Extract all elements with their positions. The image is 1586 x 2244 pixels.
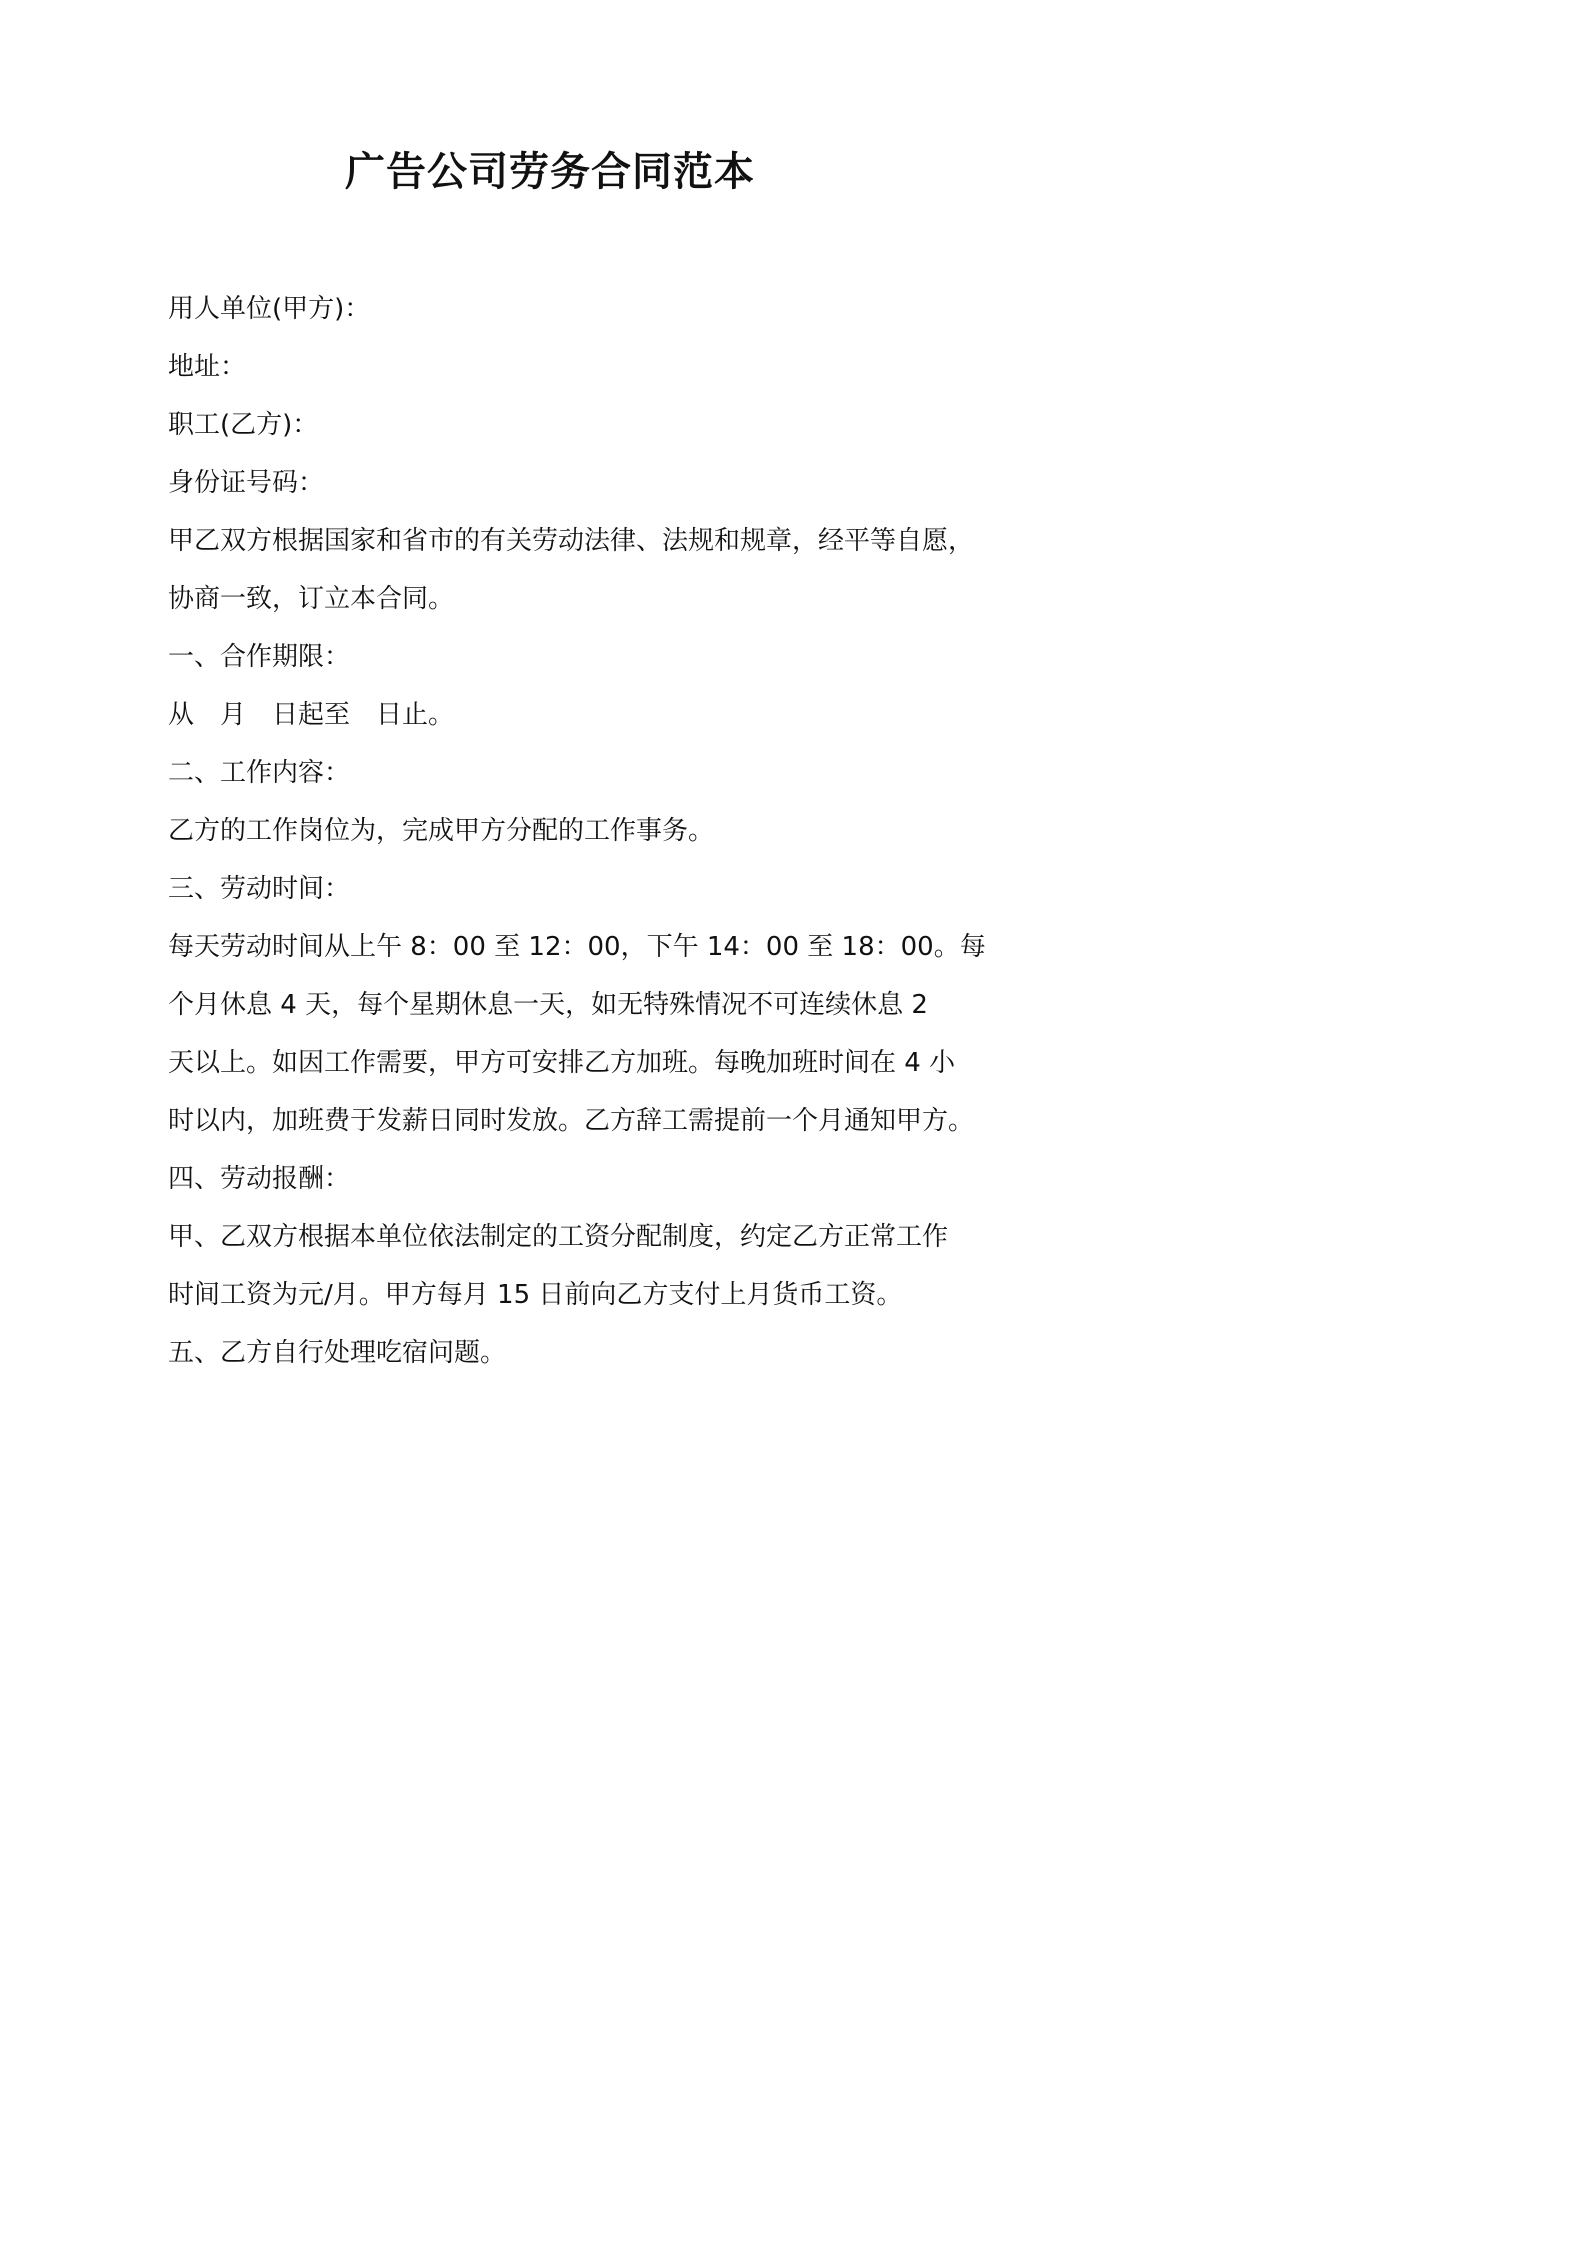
document-title: 广告公司劳务合同范本	[345, 149, 755, 195]
section-heading-board-lodging: 五、乙方自行处理吃宿问题。	[168, 1338, 507, 1368]
working-hours-line: 天以上。如因工作需要，甲方可安排乙方加班。每晚加班时间在 4 小	[168, 1048, 956, 1078]
work-content-line: 乙方的工作岗位为，完成甲方分配的工作事务。	[168, 816, 715, 846]
field-employee: 职工(乙方)：	[168, 410, 319, 440]
remuneration-line: 时间工资为元/月。甲方每月 15 日前向乙方支付上月货币工资。	[168, 1280, 903, 1310]
preamble-line: 甲乙双方根据国家和省市的有关劳动法律、法规和规章，经平等自愿，	[168, 526, 975, 556]
preamble-line: 协商一致，订立本合同。	[168, 584, 455, 614]
working-hours-line: 个月休息 4 天，每个星期休息一天，如无特殊情况不可连续休息 2	[168, 990, 928, 1020]
section-heading-working-hours: 三、劳动时间：	[168, 874, 351, 904]
section-heading-term: 一、合作期限：	[168, 642, 351, 672]
term-line: 从 月 日起至 日止。	[168, 700, 455, 730]
working-hours-line: 每天劳动时间从上午 8：00 至 12：00，下午 14：00 至 18：00。每	[168, 932, 986, 962]
section-heading-work-content: 二、工作内容：	[168, 758, 351, 788]
field-id-number: 身份证号码：	[168, 468, 325, 498]
section-heading-remuneration: 四、劳动报酬：	[168, 1164, 351, 1194]
remuneration-line: 甲、乙双方根据本单位依法制定的工资分配制度，约定乙方正常工作	[168, 1222, 949, 1252]
field-address: 地址：	[168, 352, 247, 382]
working-hours-line: 时以内，加班费于发薪日同时发放。乙方辞工需提前一个月通知甲方。	[168, 1106, 975, 1136]
document-page	[0, 0, 1100, 1556]
field-employer: 用人单位(甲方)：	[168, 294, 371, 324]
document-body	[168, 280, 986, 1382]
